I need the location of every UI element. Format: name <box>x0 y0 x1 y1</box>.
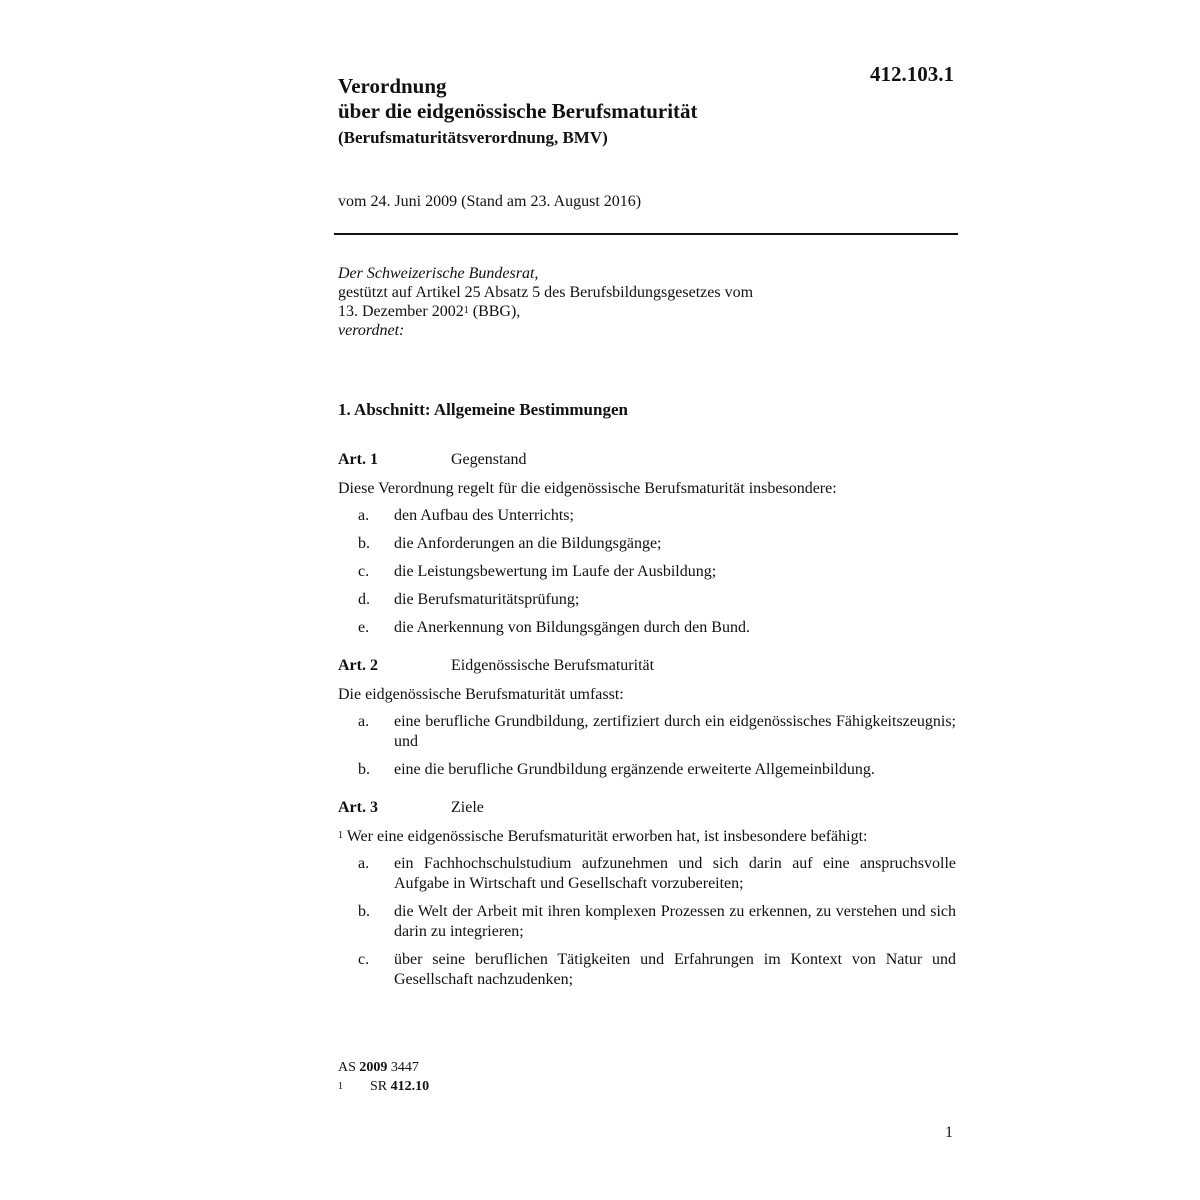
article-lead: Diese Verordnung regelt für die eidgenössische Berufsmaturität insbesondere: <box>338 480 837 497</box>
item-text: eine die berufliche Grundbildung ergänzende erweiterte Allgemeinbildung. <box>394 761 875 778</box>
list-item <box>338 712 956 752</box>
item-text: eine berufliche Grundbildung, zertifiziert durch ein eidgenössisches Fähigkeitszeugnis; und <box>394 713 956 750</box>
date-line: vom 24. Juni 2009 (Stand am 23. August 2016) <box>338 193 642 210</box>
legal-basis-line-1: gestützt auf Artikel 25 Absatz 5 des Berufsbildungsgesetzes vom <box>338 284 754 301</box>
article-items <box>338 854 956 990</box>
title-subtitle: (Berufsmaturitätsverordnung, BMV) <box>338 128 608 147</box>
item-text: ein Fachhochschulstudium aufzunehmen und sich darin auf eine anspruchsvolle Aufgabe in Wirtschaft und Gesellschaft vorzubereiten; <box>394 855 956 892</box>
list-item <box>338 950 956 990</box>
list-item <box>338 902 956 942</box>
article-number: Art. 1 <box>338 451 378 468</box>
list-item <box>338 562 956 582</box>
page-number: 1 <box>945 1124 953 1141</box>
article-items <box>338 712 956 780</box>
sr-reference[interactable]: 412.10 <box>390 1079 430 1094</box>
article-1 <box>338 450 956 638</box>
article-title: Ziele <box>451 799 484 816</box>
article-header <box>338 656 956 676</box>
footnote-1 <box>338 1077 429 1096</box>
legal-basis-line-2 <box>338 302 958 321</box>
list-item <box>338 534 956 554</box>
list-item <box>338 590 956 610</box>
legal-basis-abbrev: (BBG), <box>468 303 521 320</box>
footnotes <box>338 1058 429 1096</box>
list-item <box>338 618 956 638</box>
article-2 <box>338 656 956 780</box>
article-number: Art. 2 <box>338 657 378 674</box>
item-text: die Anforderungen an die Bildungsgänge; <box>394 535 662 552</box>
official-compilation-ref <box>338 1058 429 1077</box>
item-letter: a. <box>358 713 370 730</box>
legal-basis-date: 13. Dezember 2002 <box>338 303 464 320</box>
item-letter: b. <box>358 903 370 920</box>
article-3 <box>338 798 956 990</box>
list-item <box>338 506 956 526</box>
item-letter: a. <box>358 507 370 524</box>
footnote-mark: 1 <box>338 1081 343 1092</box>
as-year: 2009 <box>359 1060 388 1075</box>
article-lead <box>338 827 956 847</box>
article-title: Gegenstand <box>451 451 527 468</box>
article-header <box>338 450 956 470</box>
decree: verordnet: <box>338 322 405 339</box>
list-item <box>338 760 956 780</box>
title-line-2: über die eidgenössische Berufsmaturität <box>338 99 698 123</box>
section-heading: 1. Abschnitt: Allgemeine Bestimmungen <box>338 400 628 419</box>
item-letter: b. <box>358 535 370 552</box>
sr-number: 412.103.1 <box>870 62 954 86</box>
sr-prefix: SR <box>370 1079 391 1094</box>
main-content <box>338 398 956 1008</box>
paragraph-number: 1 <box>338 830 343 841</box>
article-items <box>338 506 956 638</box>
article-lead-text: Wer eine eidgenössische Berufsmaturität erworben hat, ist insbesondere befähigt: <box>343 828 868 845</box>
article-number: Art. 3 <box>338 799 378 816</box>
item-letter: d. <box>358 591 370 608</box>
preamble <box>338 264 958 340</box>
article-header <box>338 798 956 818</box>
title-line-1: Verordnung <box>338 74 447 98</box>
authority: Der Schweizerische Bundesrat, <box>338 265 539 282</box>
header-rule <box>334 233 958 235</box>
article-lead: Die eidgenössische Berufsmaturität umfasst: <box>338 686 624 703</box>
item-letter: b. <box>358 761 370 778</box>
list-item <box>338 854 956 894</box>
article-title: Eidgenössische Berufsmaturität <box>451 657 655 674</box>
as-page: 3447 <box>387 1060 419 1075</box>
item-letter: a. <box>358 855 370 872</box>
item-letter: c. <box>358 951 370 968</box>
as-prefix: AS <box>338 1060 360 1075</box>
title-block <box>338 74 898 150</box>
item-text: die Welt der Arbeit mit ihren komplexen Prozessen zu erkennen, zu verstehen und sich darin zu integrieren; <box>394 903 956 940</box>
item-text: über seine beruflichen Tätigkeiten und Erfahrungen im Kontext von Natur und Gesellschaft nachzudenken; <box>394 951 956 988</box>
item-text: die Anerkennung von Bildungsgängen durch den Bund. <box>394 619 750 636</box>
item-text: den Aufbau des Unterrichts; <box>394 507 574 524</box>
item-letter: e. <box>358 619 370 636</box>
item-letter: c. <box>358 563 370 580</box>
item-text: die Berufsmaturitätsprüfung; <box>394 591 580 608</box>
item-text: die Leistungsbewertung im Laufe der Ausbildung; <box>394 563 717 580</box>
footnote-ref-1[interactable]: 1 <box>463 305 469 316</box>
